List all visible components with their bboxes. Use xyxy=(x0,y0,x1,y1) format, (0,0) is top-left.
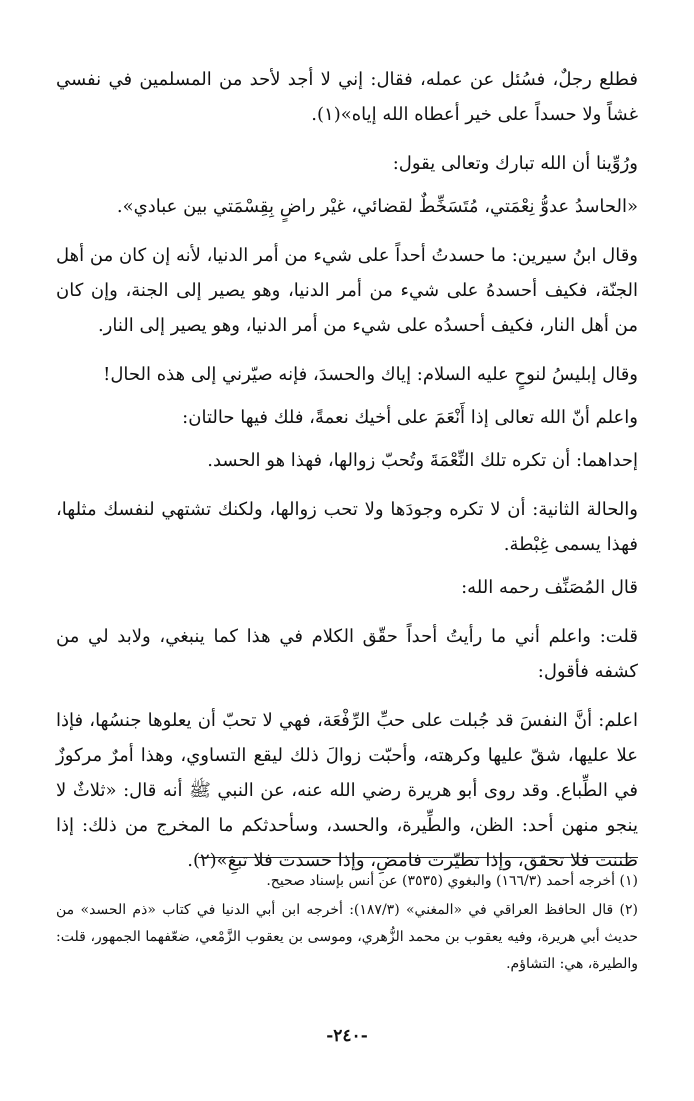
paragraph-2: ورُوِّينا أن الله تبارك وتعالى يقول: xyxy=(392,153,638,174)
paragraph-3-hadith-qudsi: «الحاسدُ عدوُّ نِعْمَتي، مُتَسَخِّطٌ لقضائي، غيْر راضٍ بِقِسْمَتي بين عبادي». xyxy=(116,196,638,217)
paragraph-10: قلت: واعلم أني ما رأيتُ أحداً حقّق الكلام في هذا كما ينبغي، ولابد لي من كشفه فأقول: xyxy=(56,626,638,682)
footnote-1: (١) أخرجه أحمد (١٦٦/٣) والبغوي (٣٥٣٥) عن أنس بإسناد صحيح. xyxy=(266,873,638,889)
paragraph-11: اعلم: أنَّ النفسَ قد جُبلت على حبِّ الرِّفْعَة، فهي لا تحبّ أن يعلوها جنسُها، فإذا علا عليها، شقّ عليها وكرهته، وأحبّت زوالَ ذلك ليقع التساوي، وهذا أمرٌ مركوزٌ في الطِّباع. وقد روى أبو هريرة رضي الله عنه، عن النبي ﷺ أنه قال: «ثلاثٌ لا ينجو منهن أحد: الظن، والطِّيرة، والحسد، وسأحدثكم ما المخرج من ذلك: إذا ظننت فلا تحقق، وإذا تطيّرت فامضِ، وإذا حسدت فلا تبغِ»(٢). xyxy=(56,710,638,871)
page-number: -٢٤٠- xyxy=(326,1026,368,1046)
footnote-divider xyxy=(198,857,638,858)
paragraph-9-author: قال المُصَنِّف رحمه الله: xyxy=(461,577,638,598)
paragraph-5-iblis: وقال إبليسُ لنوحٍ عليه السلام: إياك والحسدَ، فإنه صيّرني إلى هذه الحال! xyxy=(103,364,638,385)
footnote-2: (٢) قال الحافظ العراقي في «المغني» (١٨٧/٣): أخرجه ابن أبي الدنيا في كتاب «ذم الحسد» من حديث أبي هريرة، وفيه يعقوب بن محمد الزُّهري، وموسى بن يعقوب الزَّمْعي، ضعّفهما الجمهور، قلت: والطيرة، هي: التشاؤم. xyxy=(56,902,638,972)
main-text xyxy=(56,62,638,892)
paragraph-4-ibn-sirin: وقال ابنُ سيرين: ما حسدتُ أحداً على شيء من أمر الدنيا، لأنه إن كان من أهل الجنّة، فكيف أحسدهُ على شيء من أمر الدنيا، وهو يصير إلى الجنة، وإن كان من أهل النار، فكيف أحسدُه على شيء من أمر الدنيا، وهو يصير إلى النار. xyxy=(56,245,638,336)
footnotes xyxy=(56,868,638,980)
paragraph-1: فطلع رجلٌ، فسُئل عن عمله، فقال: إني لا أجد لأحد من المسلمين في نفسي غشاً ولا حسداً على خير أعطاه الله إياه»(١). xyxy=(56,69,638,125)
paragraph-7: إحداهما: أن تكره تلك النِّعْمَةَ وتُحبّ زوالها، فهذا هو الحسد. xyxy=(207,450,638,471)
paragraph-6: واعلم أنّ الله تعالى إذا أَنْعَمَ على أخيك نعمةً، فلك فيها حالتان: xyxy=(182,407,638,428)
paragraph-8: والحالة الثانية: أن لا تكره وجودَها ولا تحب زوالها، ولكنك تشتهي لنفسك مثلها، فهذا يسمى غِبْطة. xyxy=(56,499,638,555)
